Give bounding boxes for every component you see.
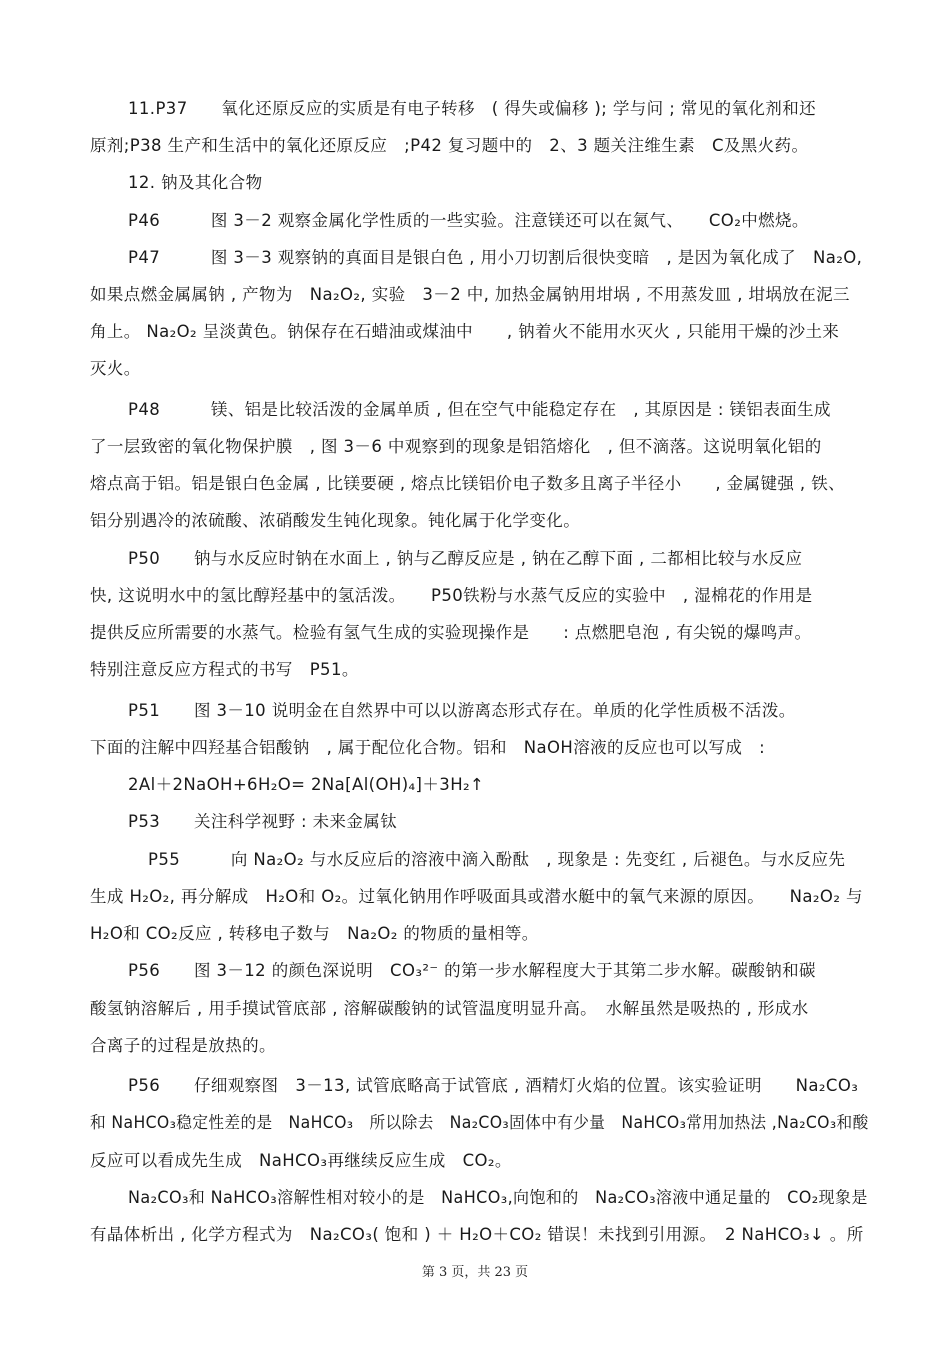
- text-line: 合离子的过程是放热的。: [90, 1036, 276, 1055]
- text-line: 角上。 Na₂O₂ 呈淡黄色。钠保存在石蜡油或煤油中 , 钠着火不能用水灭火 , 只能用干燥的沙土来: [90, 322, 840, 341]
- text-line: 特别注意反应方程式的书写 P51。: [90, 660, 359, 679]
- text-line: P46 图 3－2 观察金属化学性质的一些实验。注意镁还可以在氮气、 CO₂中燃烧。: [128, 211, 809, 230]
- text-line: 铝分别遇冷的浓硫酸、浓硝酸发生钝化现象。钝化属于化学变化。: [90, 511, 581, 530]
- text-line: 原剂;P38 生产和生活中的氧化还原反应 ;P42 复习题中的 2、3 题关注维生素 C及黑火药。: [90, 136, 809, 155]
- text-line: P55 向 Na₂O₂ 与水反应后的溶液中滴入酚酞 , 现象是 : 先变红 , 后褪色。与水反应先: [148, 850, 846, 869]
- text-line: 生成 H₂O₂, 再分解成 H₂O和 O₂。过氧化钠用作呼吸面具或潜水艇中的氧气来源的原因。 Na₂O₂ 与: [90, 887, 863, 906]
- text-line: 熔点高于铝。铝是银白色金属 , 比镁要硬 , 熔点比镁铝价电子数多且离子半径小 , 金属键强 , 铁、: [90, 474, 845, 493]
- text-line: 提供反应所需要的水蒸气。检验有氢气生成的实验现操作是 : 点燃肥皂泡 , 有尖锐的爆鸣声。: [90, 623, 812, 642]
- text-line: 如果点燃金属属钠 , 产物为 Na₂O₂, 实验 3－2 中, 加热金属钠用坩埚 , 不用蒸发皿 , 坩埚放在泥三: [90, 285, 850, 304]
- text-line: P56 图 3－12 的颜色深说明 CO₃²⁻ 的第一步水解程度大于其第二步水解。碳酸钠和碳: [128, 961, 816, 980]
- text-line: 有晶体析出 , 化学方程式为 Na₂CO₃( 饱和 ) ＋ H₂O＋CO₂ 错误！未找到引用源。 2 NaHCO₃↓ 。所: [90, 1225, 864, 1244]
- text-line: 和 NaHCO₃稳定性差的是 NaHCO₃ 所以除去 Na₂CO₃固体中有少量 NaHCO₃常用加热法 ,Na₂CO₃和酸: [90, 1113, 869, 1132]
- text-line: 酸氢钠溶解后 , 用手摸试管底部 , 溶解碳酸钠的试管温度明显升高。 水解虽然是吸热的 , 形成水: [90, 999, 809, 1018]
- text-line: 下面的注解中四羟基合铝酸钠 , 属于配位化合物。铝和 NaOH溶液的反应也可以写成 :: [90, 738, 766, 757]
- text-line: H₂O和 CO₂反应 , 转移电子数与 Na₂O₂ 的物质的量相等。: [90, 924, 539, 943]
- text-line: P56 仔细观察图 3－13, 试管底略高于试管底 , 酒精灯火焰的位置。该实验证明 Na₂CO₃: [128, 1076, 859, 1095]
- text-line: 反应可以看成先生成 NaHCO₃再继续反应生成 CO₂。: [90, 1151, 512, 1170]
- text-line: 11.P37 氧化还原反应的实质是有电子转移 ( 得失或偏移 ); 学与问 ; 常见的氧化剂和还: [128, 99, 817, 118]
- text-line: Na₂CO₃和 NaHCO₃溶解性相对较小的是 NaHCO₃,向饱和的 Na₂CO₃溶液中通足量的 CO₂现象是: [128, 1188, 868, 1207]
- text-line: P47 图 3－3 观察钠的真面目是银白色 , 用小刀切割后很快变暗 , 是因为氧化成了 Na₂O,: [128, 248, 863, 267]
- page-number-footer: 第 3 页，共 23 页: [421, 1265, 529, 1280]
- equation-line: 2Al＋2NaOH+6H₂O= 2Na[Al(OH)₄]＋3H₂↑: [128, 775, 485, 794]
- text-line: 灭火。: [90, 359, 141, 378]
- text-line: P48 镁、铝是比较活泼的金属单质 , 但在空气中能稳定存在 , 其原因是 : 镁铝表面生成: [128, 400, 831, 419]
- text-line: 了一层致密的氧化物保护膜 , 图 3－6 中观察到的现象是铝箔熔化 , 但不滴落。这说明氧化铝的: [90, 437, 822, 456]
- text-line: P50 钠与水反应时钠在水面上 , 钠与乙醇反应是 , 钠在乙醇下面 , 二都相比较与水反应: [128, 549, 803, 568]
- text-line: 快, 这说明水中的氢比醇羟基中的氢活泼。 P50铁粉与水蒸气反应的实验中 , 湿棉花的作用是: [90, 586, 813, 605]
- section-heading: 12. 钠及其化合物: [128, 173, 263, 192]
- text-line: P51 图 3－10 说明金在自然界中可以以游离态形式存在。单质的化学性质极不活泼。: [128, 701, 796, 720]
- text-line: P53 关注科学视野 : 未来金属钛: [128, 812, 398, 831]
